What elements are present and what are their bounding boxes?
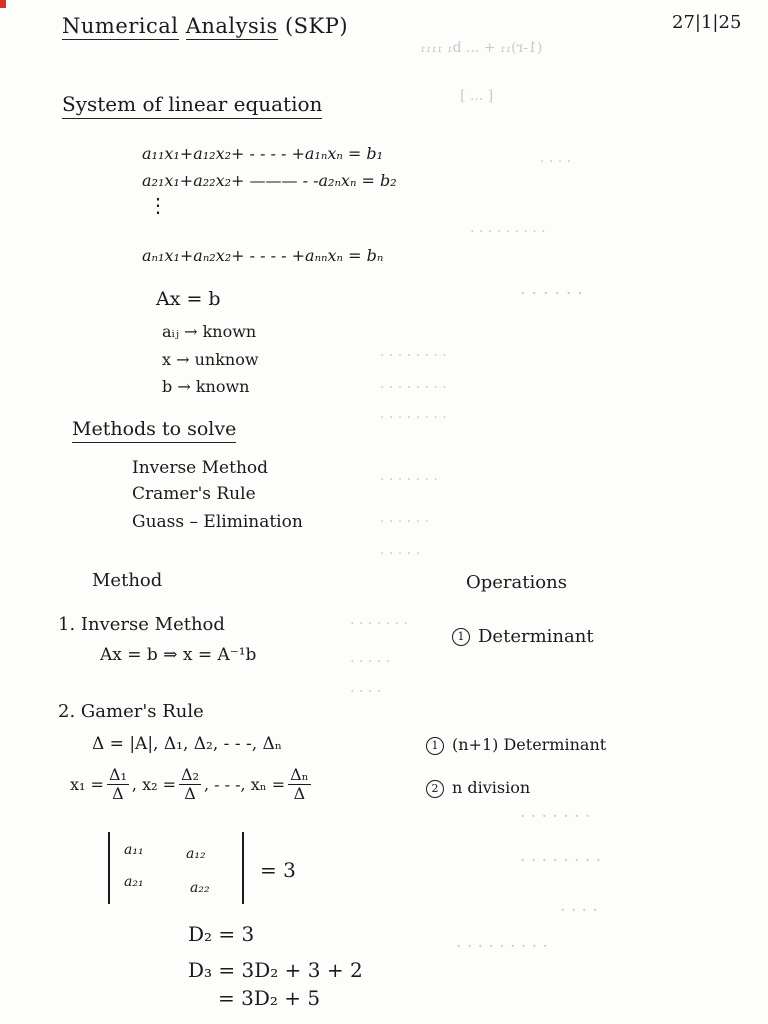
bleed-through-text: . . . . . . xyxy=(380,510,429,526)
fraction-denominator: Δ xyxy=(184,784,196,803)
bleed-through-text: (1-r)₁₁ + ... b₁ ₁₁₁₁ xyxy=(420,40,543,56)
red-corner-mark xyxy=(0,0,6,8)
fraction-delta2 xyxy=(179,766,201,803)
result-d3-simplified: = 3D₂ + 5 xyxy=(218,986,321,1010)
bleed-through-text: . . . . . xyxy=(380,542,421,558)
inverse-method-heading: 1. Inverse Method xyxy=(58,614,225,635)
delta-definition: Δ = |A|, Δ₁, Δ₂, - - -, Δₙ xyxy=(92,734,283,754)
cramer-operation-divisions xyxy=(426,778,530,798)
definition-x: x → unknow xyxy=(162,350,259,369)
bleed-through-text: . . . . xyxy=(560,896,598,916)
det-cell-a12: a₁₂ xyxy=(186,846,206,862)
column-heading-operations: Operations xyxy=(466,572,567,593)
circled-number: 1 xyxy=(452,628,470,646)
title-course-code: (SKP) xyxy=(284,14,349,38)
matrix-equation: Ax = b xyxy=(156,288,221,310)
determinant-2x2 xyxy=(108,832,244,904)
operation-label: Determinant xyxy=(478,626,594,647)
method-item-cramer: Cramer's Rule xyxy=(132,484,256,504)
result-d2: D₂ = 3 xyxy=(188,922,255,946)
determinant-value: = 3 xyxy=(260,858,296,882)
det-cell-a22: a₂₂ xyxy=(190,880,210,896)
bleed-through-text: . . . . . . . . . xyxy=(470,220,546,236)
bleed-through-text: . . . . . . . . . xyxy=(456,932,548,952)
equation-row-1: a₁₁x₁+a₁₂x₂+ - - - - +a₁ₙxₙ = b₁ xyxy=(142,144,384,163)
methods-heading: Methods to solve xyxy=(72,418,236,443)
fraction-denominator: Δ xyxy=(112,784,124,803)
bleed-through-text: . . . . . . . . xyxy=(520,846,602,866)
inverse-operation xyxy=(452,626,594,647)
page-date: 27|1|25 xyxy=(672,12,742,33)
bleed-through-text: . . . . xyxy=(350,680,382,696)
operation-label: n division xyxy=(452,778,531,797)
bleed-through-text: [ ... ] xyxy=(460,88,494,104)
bleed-through-text: . . . . xyxy=(540,150,572,166)
bleed-through-text: . . . . . . . . xyxy=(380,344,447,360)
bleed-through-text: . . . . . xyxy=(350,650,391,666)
fraction-numerator: Δₙ xyxy=(290,765,309,784)
column-heading-method: Method xyxy=(92,570,163,591)
cramer-operation-determinants xyxy=(426,735,606,755)
xn-label: , - - -, xₙ = xyxy=(203,775,286,794)
circled-number: 1 xyxy=(426,737,444,755)
bleed-through-text: . . . . . . xyxy=(520,278,583,299)
bleed-through-text: . . . . . . . xyxy=(380,468,438,484)
definition-b: b → known xyxy=(162,377,250,396)
fraction-numerator: Δ₂ xyxy=(181,765,199,784)
fraction-numerator: Δ₁ xyxy=(108,765,127,784)
bleed-through-text: . . . . . . . . xyxy=(380,406,447,422)
bleed-through-text: . . . . . . . xyxy=(350,612,408,628)
title-word-numerical: Numerical xyxy=(62,14,179,38)
section-heading: System of linear equation xyxy=(62,92,322,119)
x2-label: , x₂ = xyxy=(131,775,177,794)
bleed-through-text: . . . . . . . xyxy=(520,802,591,822)
definition-a: aᵢⱼ → known xyxy=(162,322,257,341)
inverse-method-equation: Ax = b ⇒ x = A⁻¹b xyxy=(100,645,257,665)
x1-label: x₁ = xyxy=(70,775,104,794)
vertical-ellipsis: ⋮ xyxy=(148,193,168,217)
fraction-delta1 xyxy=(107,766,129,803)
det-cell-a21: a₂₁ xyxy=(124,874,144,890)
det-cell-a11: a₁₁ xyxy=(124,842,144,858)
result-d3: D₃ = 3D₂ + 3 + 2 xyxy=(188,958,363,982)
page-title xyxy=(62,14,348,38)
bleed-through-text: . . . . . . . . xyxy=(380,376,447,392)
title-word-analysis: Analysis xyxy=(185,14,278,38)
method-item-inverse: Inverse Method xyxy=(132,458,269,478)
cramer-rule-heading: 2. Gamer's Rule xyxy=(58,701,204,722)
method-item-gauss: Guass – Elimination xyxy=(132,512,303,532)
circled-number: 2 xyxy=(426,780,444,798)
operation-label: (n+1) Determinant xyxy=(452,735,607,754)
fraction-deltan xyxy=(288,766,310,803)
fraction-denominator: Δ xyxy=(293,784,306,803)
equation-row-n: aₙ₁x₁+aₙ₂x₂+ - - - - +aₙₙxₙ = bₙ xyxy=(142,246,384,265)
cramer-solution-formula xyxy=(70,766,314,803)
equation-row-2: a₂₁x₁+a₂₂x₂+ ——— - -a₂ₙxₙ = b₂ xyxy=(142,171,397,190)
